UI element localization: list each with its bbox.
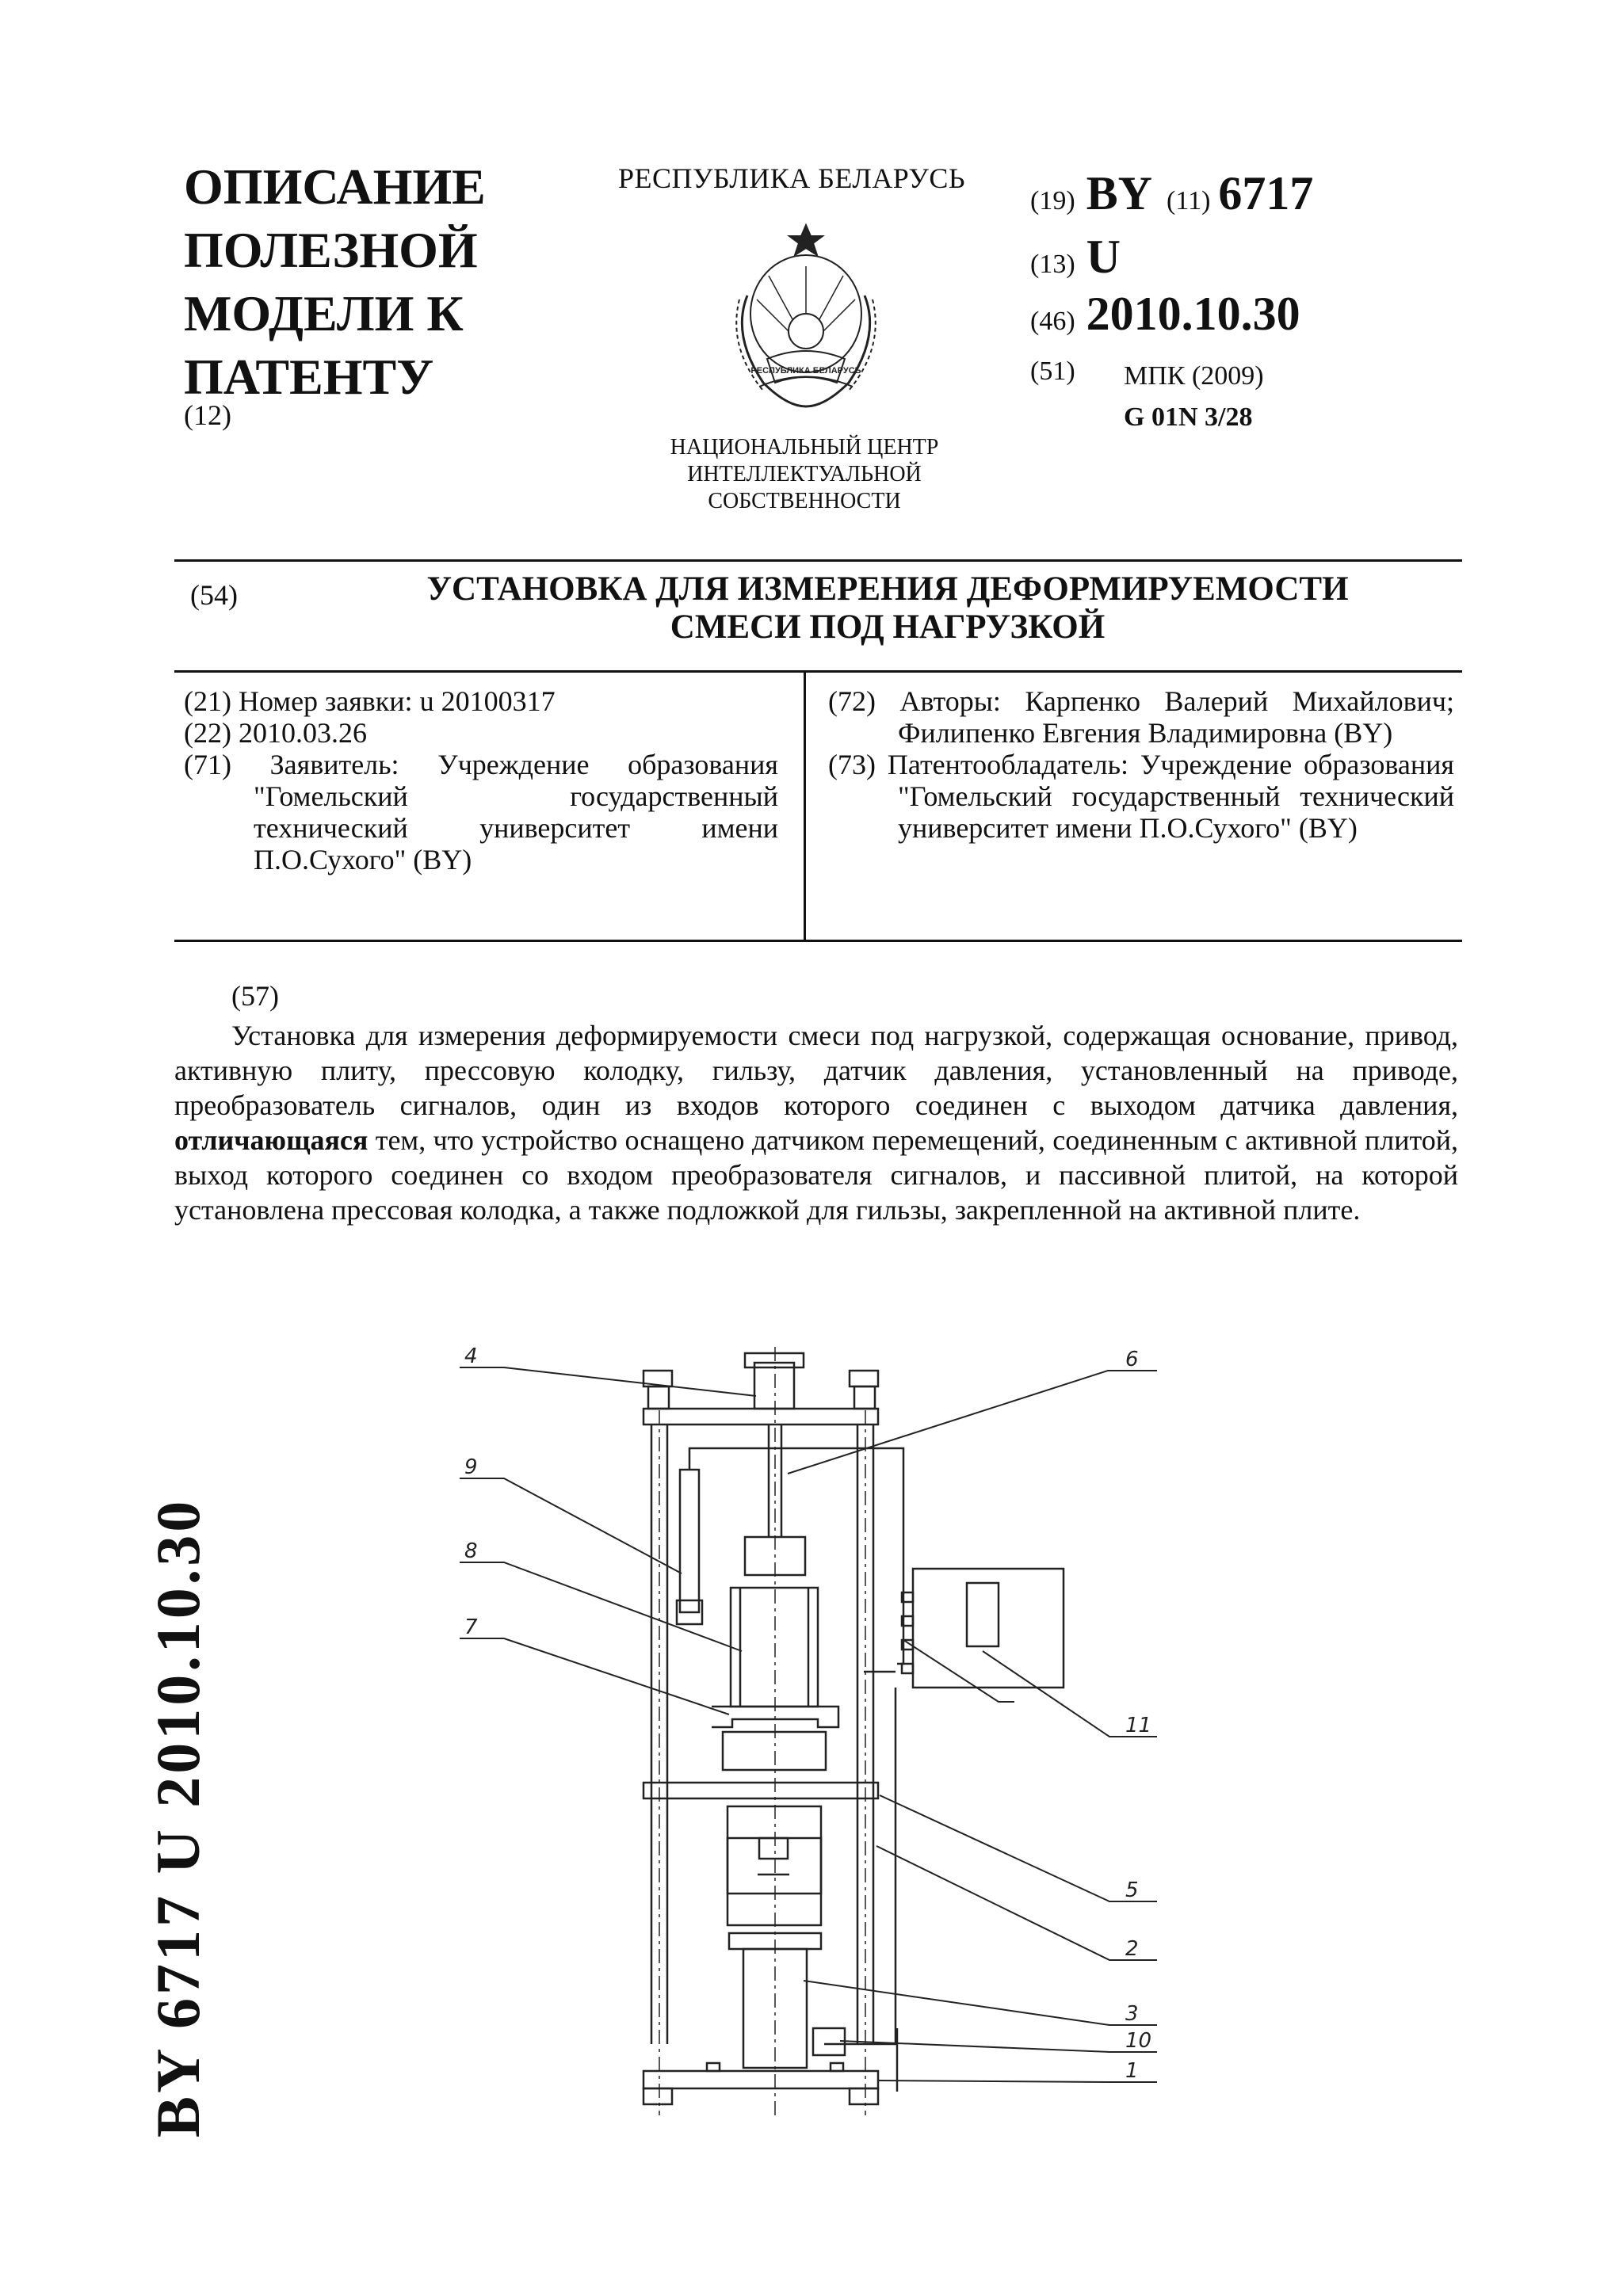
technical-drawing bbox=[412, 1331, 1220, 2123]
code-13-row bbox=[1030, 230, 1121, 284]
drawing-label-10: 10 bbox=[1125, 2029, 1152, 2053]
abstract-part-2: тем, что устройство оснащено датчиком перемещений, соединенным с активной плитой, выход которого соединен со входом преобразователя сигналов, и пассивной плитой, на которой установлена прессовая колодка, а также подложкой для гильзы, закрепленной на активной плите. bbox=[174, 1124, 1458, 1226]
code-57: (57) bbox=[231, 980, 279, 1012]
filing-date: (22) 2010.03.26 bbox=[184, 717, 367, 749]
title-line-2: ПОЛЕЗНОЙ bbox=[184, 222, 478, 278]
invention-title bbox=[333, 570, 1442, 646]
title-line-4: ПАТЕНТУ bbox=[184, 349, 434, 405]
abstract-text bbox=[174, 1018, 1458, 1227]
code-12: (12) bbox=[184, 399, 231, 431]
code-51: (51) bbox=[1030, 357, 1075, 386]
drawing-label-5: 5 bbox=[1125, 1878, 1139, 1902]
emblem-text: РЕСПУБЛИКА БЕЛАРУСЬ bbox=[750, 366, 861, 376]
drawing-label-9: 9 bbox=[464, 1455, 478, 1479]
code-19: (19) bbox=[1030, 186, 1075, 215]
biblio-left bbox=[184, 685, 778, 875]
biblio-bottom-rule bbox=[174, 940, 1462, 942]
invention-title-line-1: УСТАНОВКА ДЛЯ ИЗМЕРЕНИЯ ДЕФОРМИРУЕМОСТИ bbox=[426, 570, 1349, 608]
title-line-1: ОПИСАНИЕ bbox=[184, 158, 486, 215]
abstract-part-1: Установка для измерения деформируемости смеси под нагрузкой, содержащая основание, привод, активную плиту, прессовую колодку, гильзу, датчик давления, установленный на приводе, преобразователь сигналов, один из входов которого соединен с выходом датчика давления, bbox=[174, 1020, 1458, 1121]
center-line-2: ИНТЕЛЛЕКТУАЛЬНОЙ bbox=[687, 462, 922, 486]
ipc-class: G 01N 3/28 bbox=[1124, 402, 1253, 432]
document-title bbox=[184, 155, 548, 409]
publication-date: 2010.10.30 bbox=[1086, 288, 1300, 340]
national-center bbox=[618, 434, 991, 515]
top-rule bbox=[174, 559, 1462, 562]
state-emblem bbox=[704, 220, 908, 414]
biblio-right bbox=[828, 685, 1454, 844]
ipc-version: МПК (2009) bbox=[1124, 361, 1264, 391]
code-46: (46) bbox=[1030, 307, 1075, 336]
code-11: (11) bbox=[1167, 186, 1211, 215]
code-19-row bbox=[1030, 166, 1313, 221]
drawing-label-4: 4 bbox=[464, 1344, 478, 1368]
abstract-bold: отличающаяся bbox=[174, 1124, 369, 1156]
drawing-label-3: 3 bbox=[1125, 2002, 1139, 2026]
drawing-label-6: 6 bbox=[1125, 1348, 1139, 1371]
kind-code: U bbox=[1086, 231, 1121, 283]
side-identifier: BY 6717 U 2010.10.30 bbox=[143, 1497, 212, 2138]
code-54: (54) bbox=[190, 579, 238, 611]
drawing-label-11: 11 bbox=[1125, 1714, 1152, 1737]
application-number: (21) Номер заявки: u 20100317 bbox=[184, 685, 556, 717]
drawing-label-8: 8 bbox=[464, 1539, 478, 1563]
center-line-1: НАЦИОНАЛЬНЫЙ ЦЕНТР bbox=[670, 435, 939, 460]
title-line-3: МОДЕЛИ К bbox=[184, 285, 464, 341]
invention-title-line-2: СМЕСИ ПОД НАГРУЗКОЙ bbox=[670, 608, 1106, 646]
biblio-top-rule bbox=[174, 670, 1462, 673]
patent-holder: (73) Патентообладатель: Учреждение образования "Гомельский государственный технический университет имени П.О.Сухого" (BY) bbox=[828, 749, 1454, 844]
country-code: BY bbox=[1086, 167, 1153, 219]
drawing-label-2: 2 bbox=[1125, 1937, 1139, 1961]
republic-name: РЕСПУБЛИКА БЕЛАРУСЬ bbox=[618, 162, 966, 194]
authors: (72) Авторы: Карпенко Валерий Михайлович; Филипенко Евгения Владимировна (BY) bbox=[828, 685, 1454, 749]
code-13: (13) bbox=[1030, 250, 1075, 279]
code-46-row bbox=[1030, 287, 1300, 341]
center-line-3: СОБСТВЕННОСТИ bbox=[708, 489, 901, 513]
applicant: (71) Заявитель: Учреждение образования "Гомельский государственный технический университет имени П.О.Сухого" (BY) bbox=[184, 749, 778, 875]
patent-number: 6717 bbox=[1218, 167, 1314, 219]
biblio-divider bbox=[804, 670, 806, 941]
drawing-label-1: 1 bbox=[1125, 2059, 1139, 2083]
drawing-label-7: 7 bbox=[464, 1615, 478, 1639]
